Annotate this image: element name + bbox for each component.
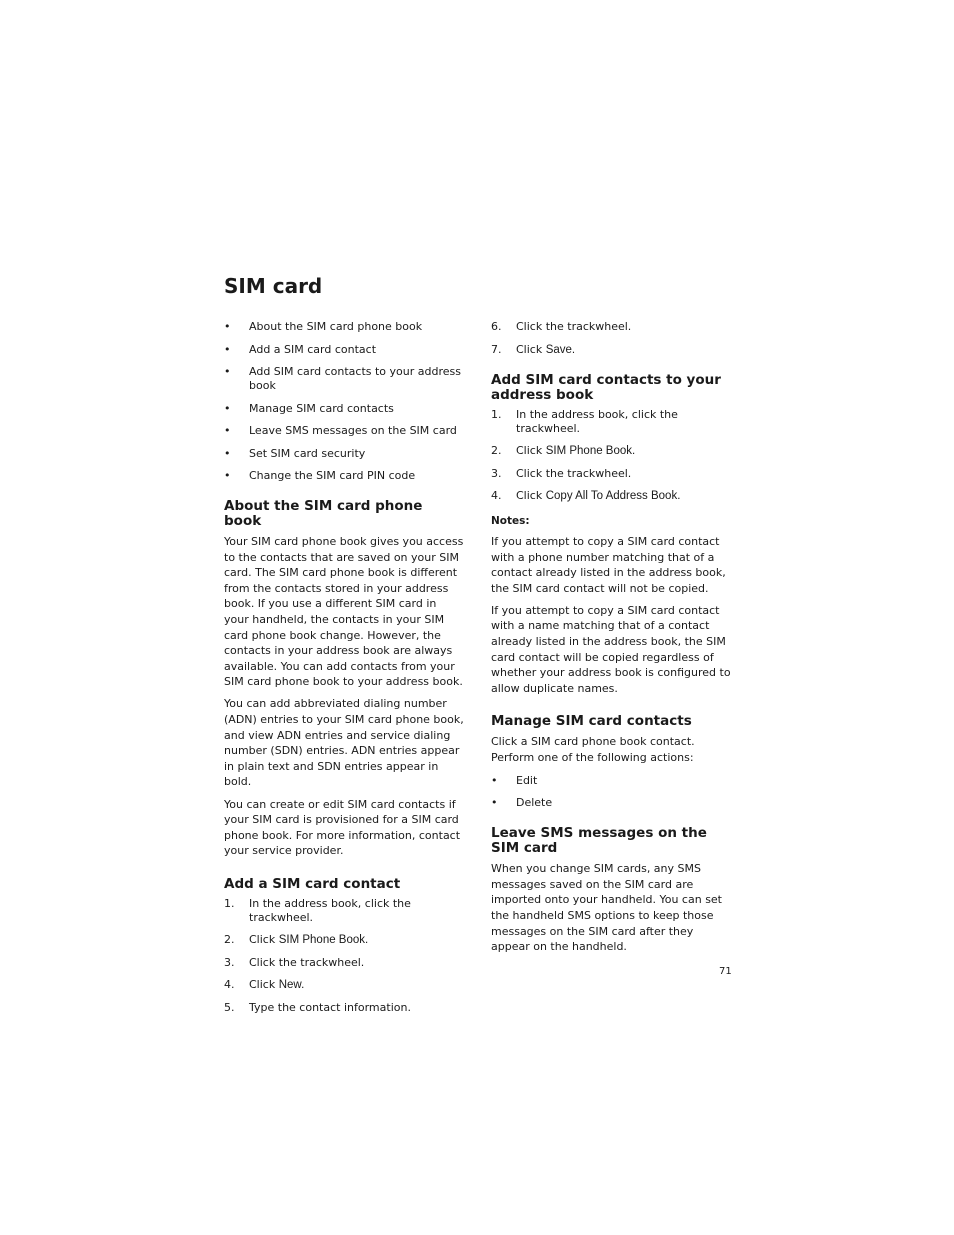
bullet-marker: • [224,469,231,482]
step-item: 5. Type the contact information. [224,1000,411,1014]
bullet-marker: • [491,773,498,787]
step-item: 4. Click New. [224,978,305,992]
ui-menu-item: SIM Phone Book. [545,445,636,457]
step-item: 1. In the address book, click the trackwheel. [224,896,411,924]
manage-intro: Click a SIM card phone book contact. Perform one of the following actions: [491,735,695,765]
note-paragraph: If you attempt to copy a SIM card contact with a name matching that of a contact already listed in the address book, the SIM card contact will be copied regardless of whether your address book is configured to allow duplicate names. [491,603,731,695]
step-item: 2. Click SIM Phone Book. [491,444,636,457]
toc-item: • Set SIM card security [224,446,366,460]
step-item: 7. Click Save. [491,342,576,356]
manage-heading: Manage SIM card contacts [491,713,692,730]
add-contact-steps [224,897,464,1015]
toc-item: • Add a SIM card contact [224,342,377,356]
about-paragraph: Your SIM card phone book gives you access to the contacts that are saved on your SIM card. The SIM card phone book is different from the contacts stored in your address book. If you use a different SIM card in your handheld, the contacts in your SIM card phone book change. However, the contacts in your address book are always available. You can add contacts from your SIM card phone book to your address book. [224,535,464,689]
action-item: • Delete [491,796,553,810]
about-paragraph: You can add abbreviated dialing number (ADN) entries to your SIM card phone book, and view ADN entries and service dialing number (SDN) entries. ADN entries appear in plain text and SDN entries appear in bold. [224,697,464,789]
page-title: SIM card [224,274,323,298]
note-paragraph: If you attempt to copy a SIM card contact with a phone number matching that of a contact already listed in the address book, the SIM card contact will not be copied. [491,535,726,595]
section-toc [224,320,464,483]
sms-heading: Leave SMS messages on the SIM card [491,825,707,857]
bullet-marker: • [224,342,231,356]
step-item: 6. Click the trackwheel. [491,320,632,333]
ui-menu-item: Save. [545,343,576,356]
add-contact-steps-continued [491,320,731,357]
page-number: 71 [719,966,732,977]
right-column [491,320,731,961]
sms-paragraph: When you change SIM cards, any SMS messages saved on the SIM card are imported onto your handheld. You can set the handheld SMS options to keep those messages on the SIM card after they appear on the handheld. [491,862,722,954]
toc-item: • About the SIM card phone book [224,320,423,333]
bullet-marker: • [224,446,231,460]
step-item: 1. In the address book, click the trackwheel. [491,407,678,435]
step-item: 3. Click the trackwheel. [224,955,365,969]
step-item: 2. Click SIM Phone Book. [224,933,369,947]
about-paragraph: You can create or edit SIM card contacts if your SIM card is provisioned for a SIM card phone book. For more information, contact your service provider. [224,797,461,858]
ui-menu-item: SIM Phone Book. [278,934,369,947]
ui-menu-item: Copy All To Address Book. [545,490,681,502]
left-column [224,320,464,1023]
add-to-book-heading: Add SIM card contacts to your address book [491,371,721,403]
bullet-marker: • [491,796,498,810]
bullet-marker: • [224,365,231,378]
step-item: 3. Click the trackwheel. [491,466,632,480]
notes-label: Notes: [491,515,530,527]
add-to-book-steps [491,408,731,504]
toc-item: • Leave SMS messages on the SIM card [224,424,457,437]
bullet-marker: • [224,424,231,437]
manage-actions [491,774,731,811]
add-contact-heading: Add a SIM card contact [224,875,401,892]
bullet-marker: • [224,401,231,415]
bullet-marker: • [224,320,231,333]
toc-item: • Manage SIM card contacts [224,401,394,415]
ui-menu-item: New. [278,979,305,992]
about-heading: About the SIM card phone book [224,498,423,529]
step-item: 4. Click Copy All To Address Book. [491,489,681,502]
toc-item: • Change the SIM card PIN code [224,469,416,482]
action-item: • Edit [491,773,538,787]
toc-item: • Add SIM card contacts to your address book [224,365,461,392]
